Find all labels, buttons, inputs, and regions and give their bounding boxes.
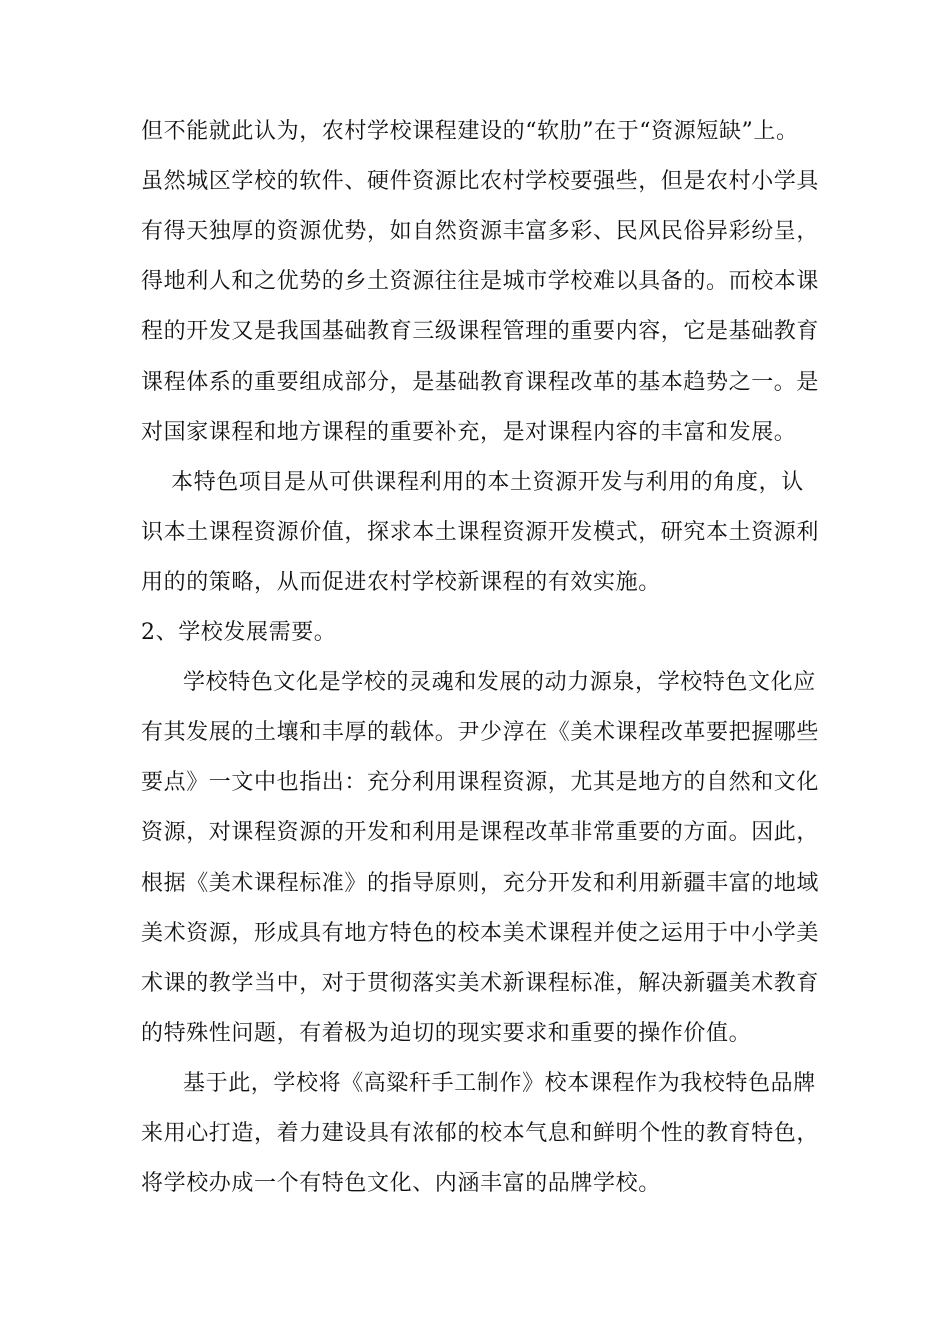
text-line: 有其发展的土壤和丰厚的载体。尹少淳在《美术课程改革要把握哪些 (141, 720, 820, 745)
text-line: 资源，对课程资源的开发和利用是课程改革非常重要的方面。因此， (141, 820, 820, 845)
text-line: 美术资源，形成具有地方特色的校本美术课程并使之运用于中小学美 (141, 921, 820, 946)
section-heading: 2、学校发展需要。 (141, 620, 337, 645)
text-line: 但不能就此认为，农村学校课程建设的“软肋”在于“资源短缺”上。 (141, 119, 799, 144)
text-line: 来用心打造，着力建设具有浓郁的校本气息和鲜明个性的教育特色， (141, 1121, 820, 1146)
text-line: 的特殊性问题，有着极为迫切的现实要求和重要的操作价值。 (141, 1021, 752, 1046)
text-line: 学校特色文化是学校的灵魂和发展的动力源泉，学校特色文化应 (183, 670, 816, 695)
text-line: 虽然城区学校的软件、硬件资源比农村学校要强些，但是农村小学具 (141, 169, 820, 194)
text-line: 术课的教学当中，对于贯彻落实美术新课程标准，解决新疆美术教育 (141, 971, 820, 996)
text-line: 要点》一文中也指出：充分利用课程资源，尤其是地方的自然和文化 (141, 770, 820, 795)
text-line: 得地利人和之优势的乡土资源往往是城市学校难以具备的。而校本课 (141, 269, 820, 294)
text-line: 有得天独厚的资源优势，如自然资源丰富多彩、民风民俗异彩纷呈， (141, 219, 820, 244)
text-line: 将学校办成一个有特色文化、内涵丰富的品牌学校。 (141, 1171, 661, 1196)
text-line: 根据《美术课程标准》的指导原则，充分开发和利用新疆丰富的地域 (141, 871, 820, 896)
text-line: 对国家课程和地方课程的重要补充，是对课程内容的丰富和发展。 (141, 420, 797, 445)
text-line: 本特色项目是从可供课程利用的本土资源开发与利用的角度，认 (171, 470, 804, 495)
text-line: 程的开发又是我国基础教育三级课程管理的重要内容，它是基础教育 (141, 319, 820, 344)
text-line: 识本土课程资源价值，探求本土课程资源开发模式，研究本土资源利 (141, 520, 820, 545)
text-line: 基于此，学校将《高粱秆手工制作》校本课程作为我校特色品牌 (183, 1071, 816, 1096)
text-line: 用的的策略，从而促进农村学校新课程的有效实施。 (141, 570, 661, 595)
text-line: 课程体系的重要组成部分，是基础教育课程改革的基本趋势之一。是 (141, 370, 820, 395)
